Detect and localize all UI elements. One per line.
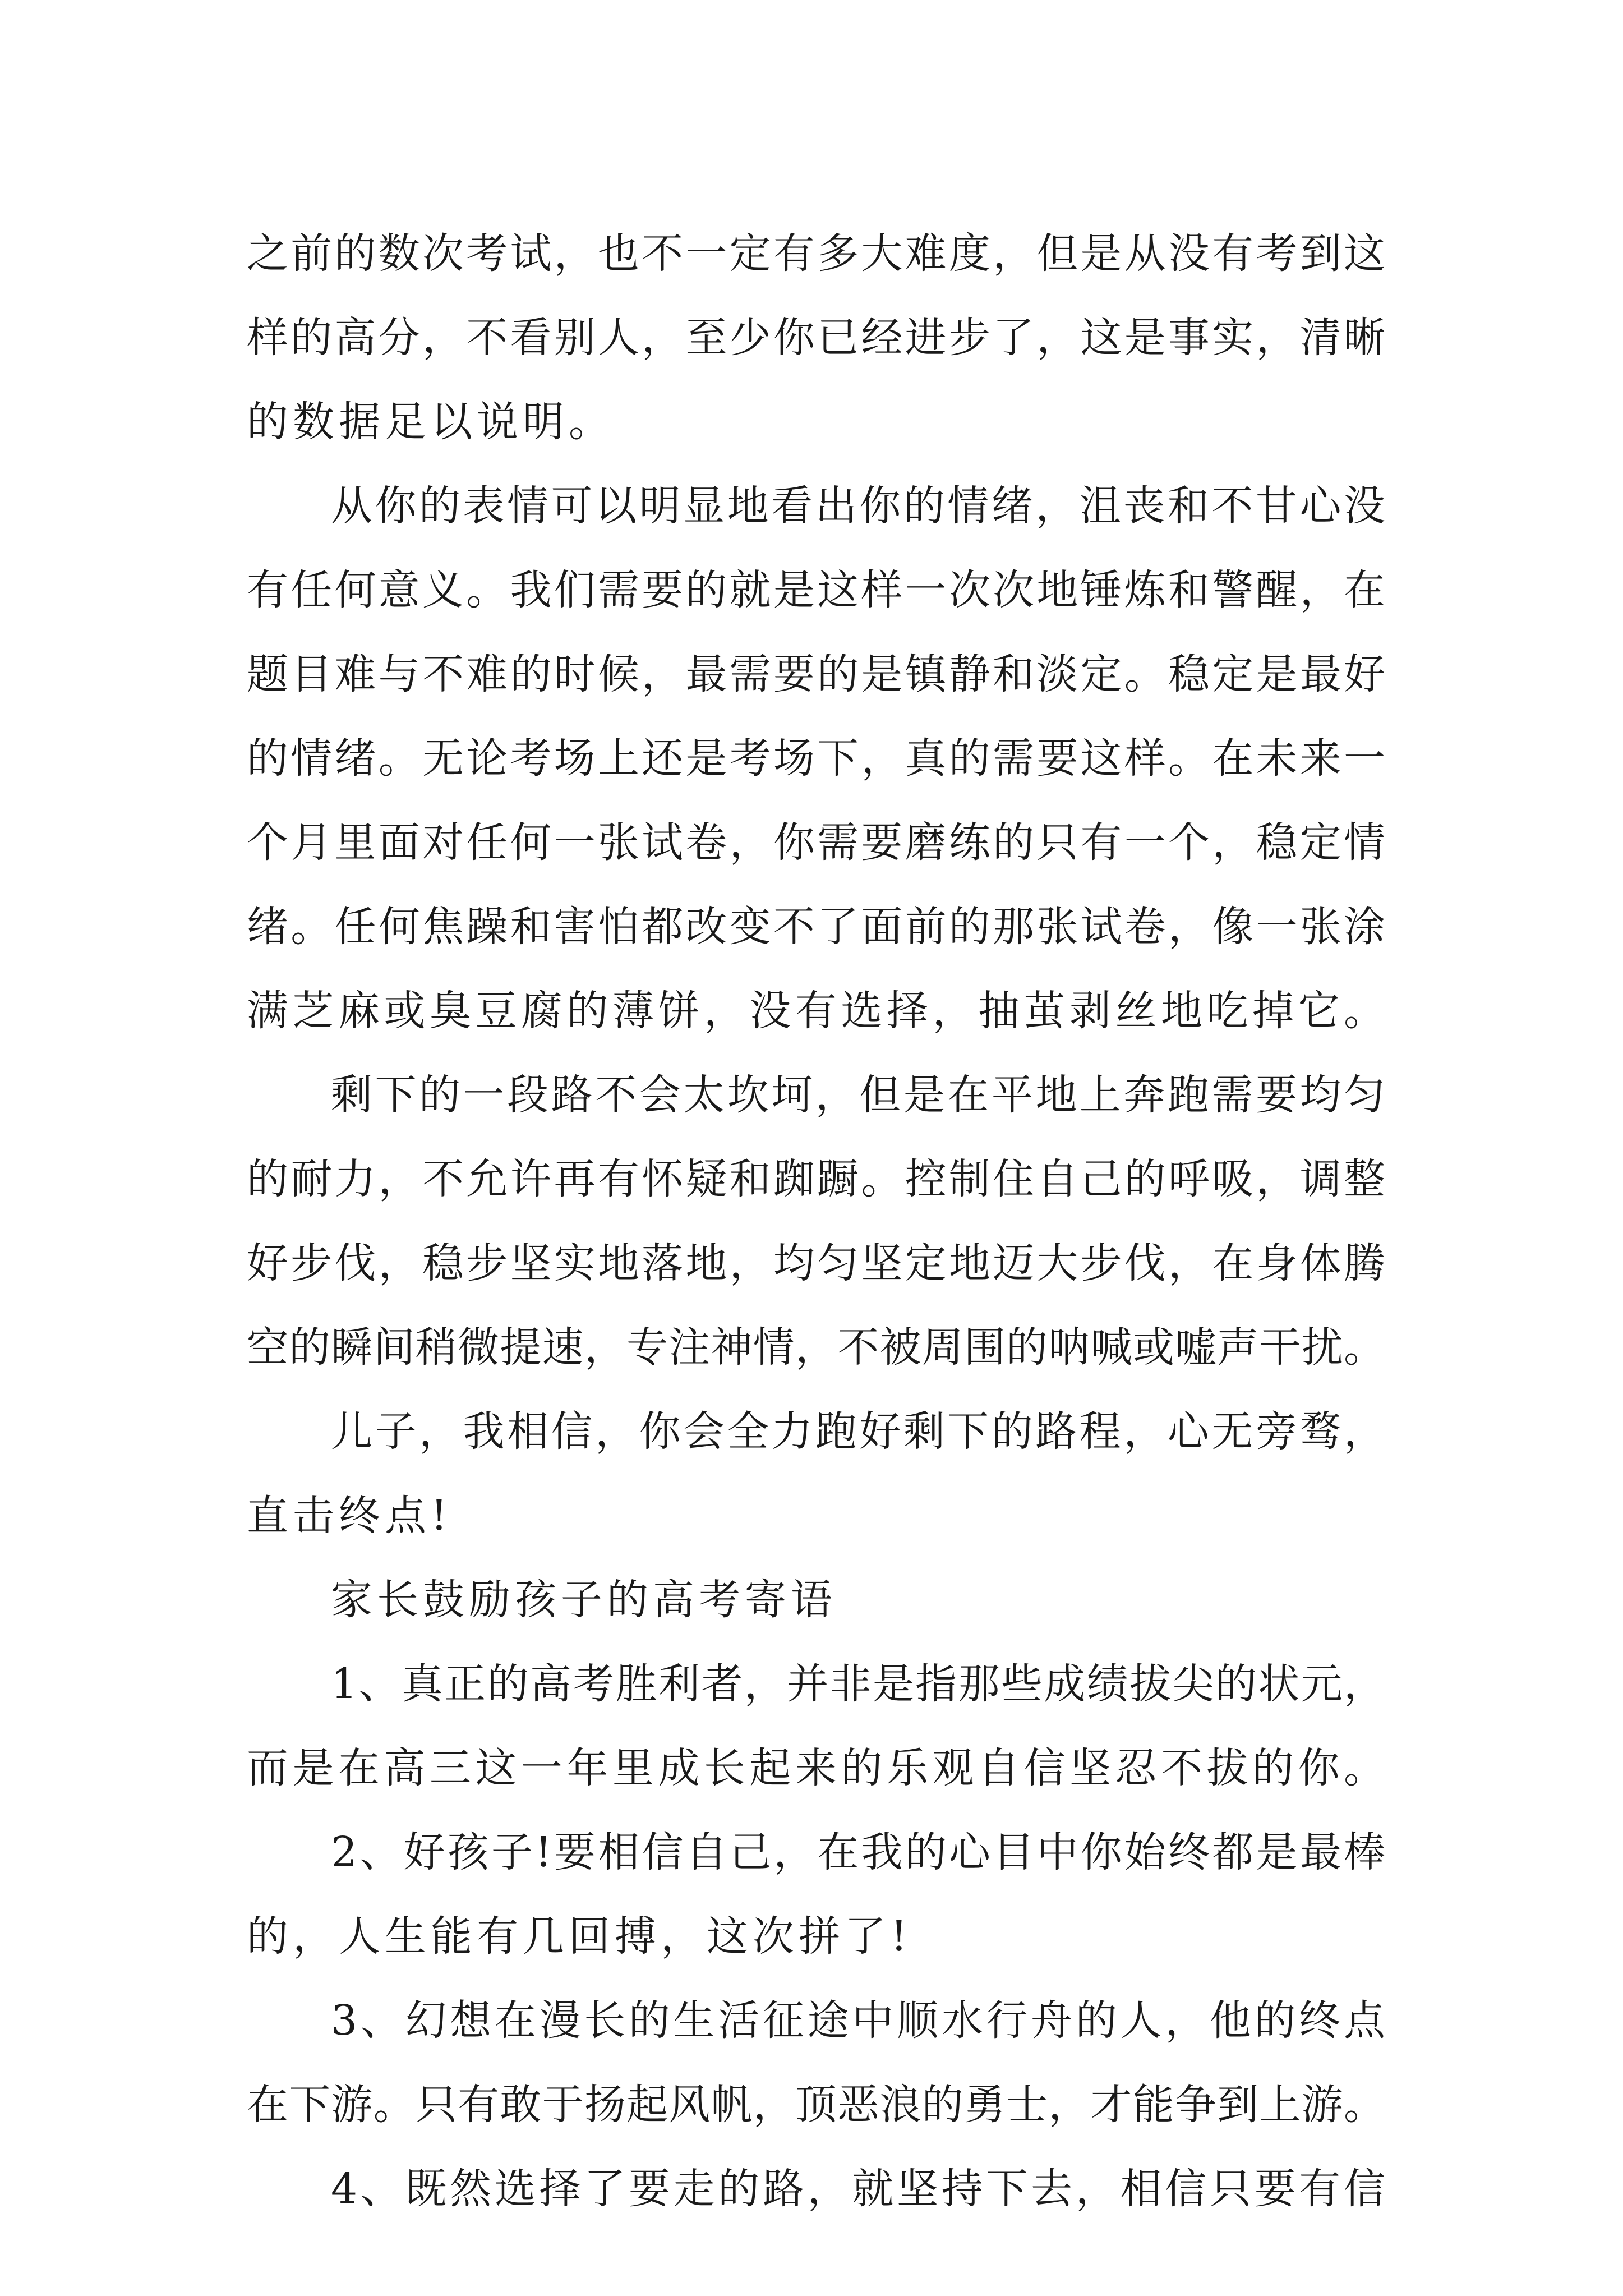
text-line: 的耐力，不允许再有怀疑和踟蹰。控制住自己的呼吸，调整 [247,1155,1385,1203]
text-line: 之前的数次考试，也不一定有多大难度，但是从没有考到这 [247,229,1385,278]
text-line: 4、既然选择了要走的路，就坚持下去，相信只要有信 [331,2165,1385,2213]
text-line: 题目难与不难的时候，最需要的是镇静和淡定。稳定是最好 [247,650,1385,698]
text-line: 而是在高三这一年里成长起来的乐观自信坚忍不拔的你。 [247,1744,1385,1792]
text-line: 儿子，我相信，你会全力跑好剩下的路程，心无旁骛， [331,1407,1385,1456]
text-line: 3、幻想在漫长的生活征途中顺水行舟的人，他的终点 [331,1996,1385,2045]
text-line: 个月里面对任何一张试卷，你需要磨练的只有一个，稳定情 [247,818,1385,867]
text-line: 样的高分，不看别人，至少你已经进步了，这是事实，清晰 [247,314,1385,362]
text-line: 剩下的一段路不会太坎坷，但是在平地上奔跑需要均匀 [331,1071,1385,1119]
text-line: 的数据足以说明。 [247,398,615,446]
text-line: 从你的表情可以明显地看出你的情绪，沮丧和不甘心没 [331,482,1385,530]
text-line: 2、好孩子!要相信自己，在我的心目中你始终都是最棒 [331,1828,1385,1876]
text-line: 的，人生能有几回搏，这次拼了! [247,1912,912,1961]
text-line: 在下游。只有敢于扬起风帆，顶恶浪的勇士，才能争到上游。 [247,2081,1385,2129]
text-line: 好步伐，稳步坚实地落地，均匀坚定地迈大步伐，在身体腾 [247,1239,1385,1287]
section-heading: 家长鼓励孩子的高考寄语 [331,1576,837,1624]
text-line: 1、真正的高考胜利者，并非是指那些成绩拔尖的状元， [331,1660,1385,1708]
text-line: 的情绪。无论考场上还是考场下，真的需要这样。在未来一 [247,734,1385,783]
text-line: 直击终点! [247,1492,452,1540]
text-line: 有任何意义。我们需要的就是这样一次次地锤炼和警醒，在 [247,566,1385,614]
text-line: 满芝麻或臭豆腐的薄饼，没有选择，抽茧剥丝地吃掉它。 [247,987,1385,1035]
text-line: 绪。任何焦躁和害怕都改变不了面前的那张试卷，像一张涂 [247,903,1385,951]
text-line: 空的瞬间稍微提速，专注神情，不被周围的呐喊或嘘声干扰。 [247,1323,1385,1372]
